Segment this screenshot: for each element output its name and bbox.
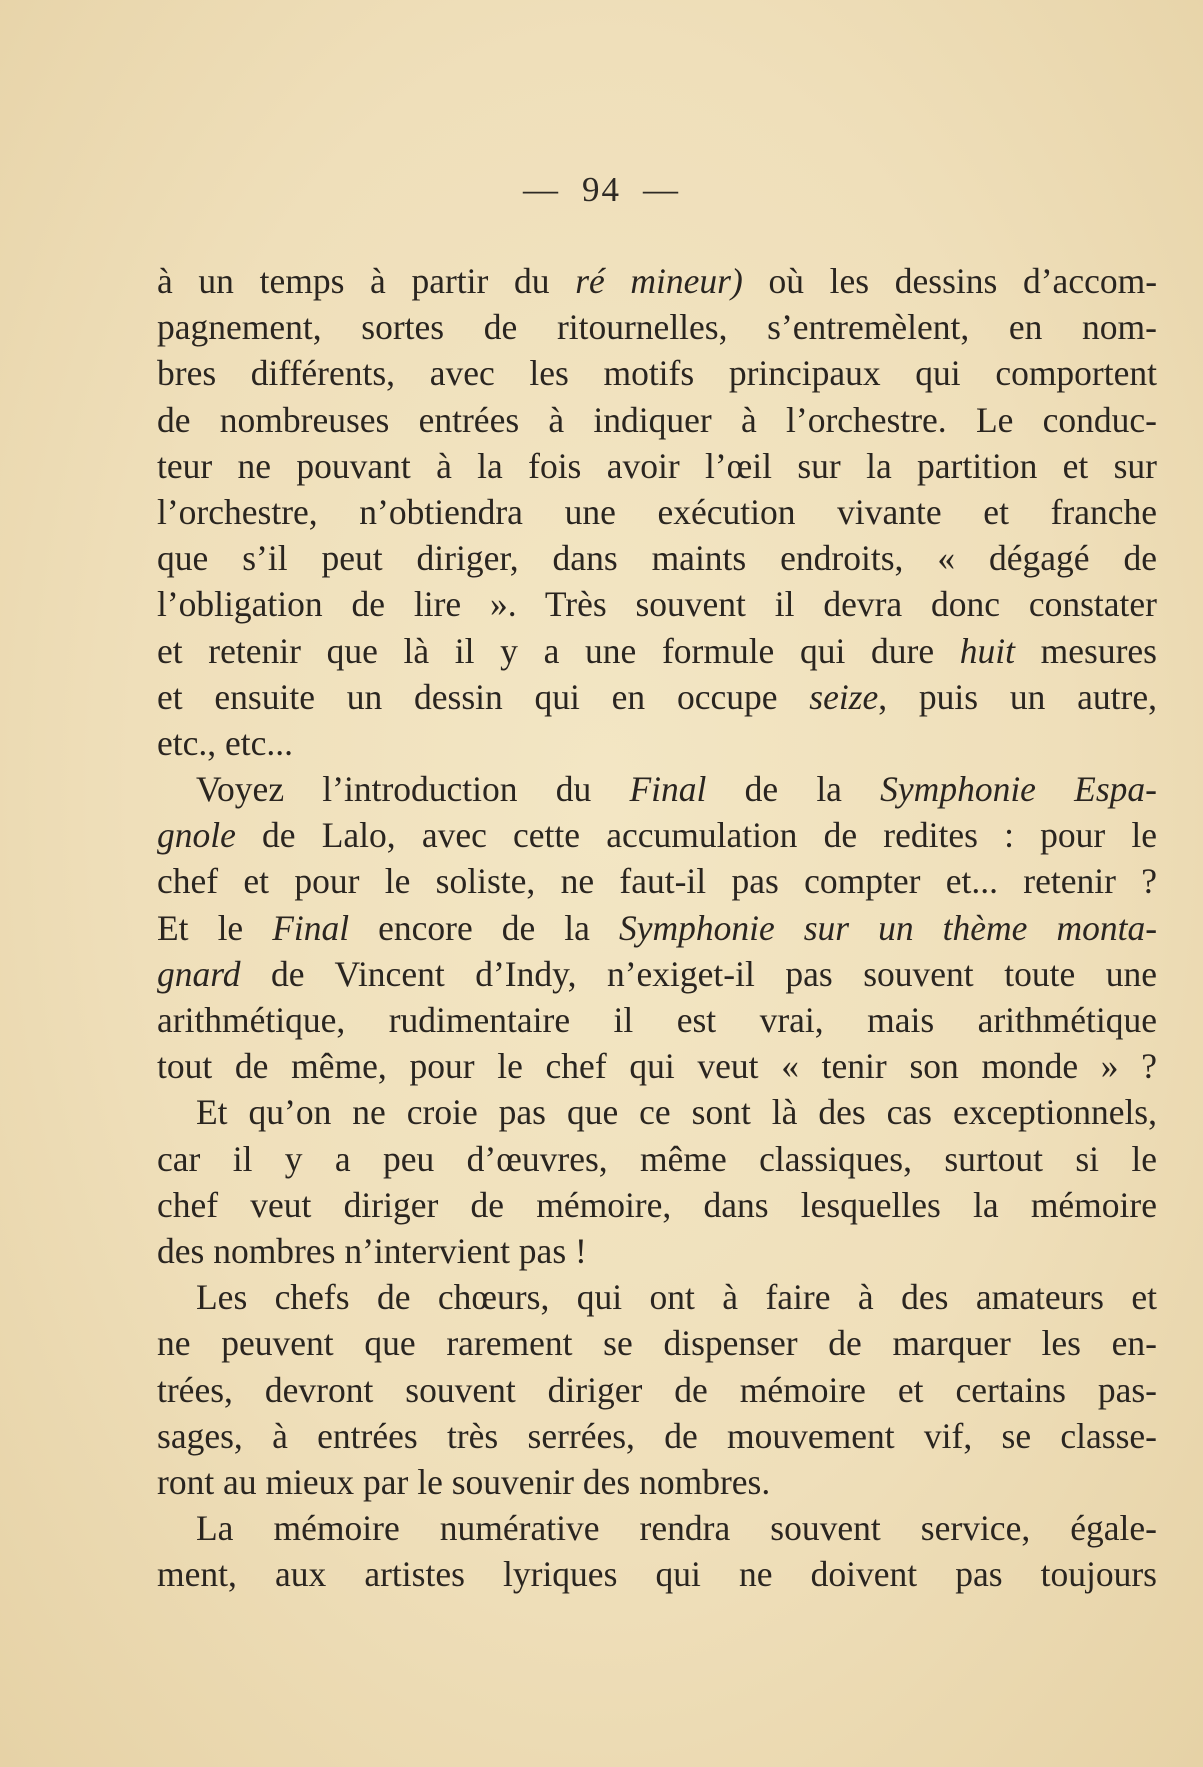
text-line: [157, 1089, 1157, 1135]
text-line: [157, 1459, 1157, 1505]
text-line: [157, 1367, 1157, 1413]
italic-text: Final: [629, 769, 707, 810]
text-segment: où les dessins d’accom-: [742, 261, 1158, 301]
text-segment: pagnement, sortes de ritournelles, s’entremèlent, en nom-: [157, 307, 1157, 348]
text-segment: La mémoire numérative rendra souvent service, égale-: [196, 1508, 1157, 1549]
text-segment: bres différents, avec les motifs principaux qui comportent: [157, 353, 1157, 394]
italic-text: Symphonie sur un thème monta-: [618, 907, 1158, 948]
text-line: [157, 1413, 1157, 1459]
text-line: [157, 1136, 1157, 1182]
text-segment: sages, à entrées très serrées, de mouvement vif, se classe-: [157, 1415, 1157, 1456]
text-segment: chef et pour le soliste, ne faut-il pas compter et... retenir ?: [157, 861, 1157, 902]
italic-text: huit: [959, 630, 1015, 671]
text-segment: Et le: [157, 907, 273, 948]
text-segment: car il y a peu d’œuvres, même classiques, surtout si le: [157, 1138, 1157, 1179]
text-line: [157, 812, 1157, 858]
text-line: [157, 304, 1157, 350]
italic-text: Symphonie Espa-: [880, 769, 1157, 810]
text-line: [157, 1505, 1157, 1551]
italic-text: gnole: [157, 815, 236, 856]
text-segment: , puis un autre,: [878, 676, 1157, 717]
page-number-dash-left: —: [523, 170, 560, 209]
text-segment: et ensuite un dessin qui en occupe: [157, 676, 810, 717]
text-segment: des nombres n’intervient pas !: [157, 1230, 587, 1271]
text-segment: ront au mieux par le souvenir des nombres.: [157, 1461, 771, 1502]
text-line: [157, 581, 1157, 627]
text-segment: de nombreuses entrées à indiquer à l’orchestre. Le conduc-: [157, 399, 1157, 440]
text-segment: Et qu’on ne croie pas que ce sont là des cas exceptionnels,: [196, 1092, 1157, 1133]
text-segment: l’orchestre, n’obtiendra une exécution vivante et franche: [157, 491, 1157, 532]
page-number: [0, 170, 1203, 210]
text-line: [157, 997, 1157, 1043]
italic-text: seize: [809, 676, 879, 717]
text-segment: que s’il peut diriger, dans maints endroits, « dégagé de: [157, 538, 1157, 579]
text-line: [157, 1182, 1157, 1228]
page-number-value: 94: [582, 170, 621, 209]
text-line: [157, 489, 1157, 535]
text-segment: de Lalo, avec cette accumulation de redites : pour le: [235, 815, 1157, 856]
text-segment: chef veut diriger de mémoire, dans lesquelles la mémoire: [157, 1184, 1157, 1225]
text-segment: tout de même, pour le chef qui veut « tenir son monde » ?: [157, 1046, 1157, 1087]
text-segment: ment, aux artistes lyriques qui ne doivent pas toujours: [157, 1554, 1157, 1595]
text-segment: arithmétique, rudimentaire il est vrai, mais arithmétique: [157, 1000, 1157, 1040]
text-segment: de la: [706, 769, 881, 810]
text-line: [157, 1043, 1157, 1089]
text-line: [157, 766, 1157, 812]
text-line: [157, 258, 1157, 304]
text-line: [157, 628, 1157, 674]
text-segment: encore de la: [349, 907, 619, 948]
page-number-dash-right: —: [643, 170, 680, 209]
text-line: [157, 905, 1157, 951]
text-line: [157, 1228, 1157, 1274]
text-line: [157, 858, 1157, 904]
text-segment: de Vincent d’Indy, n’exiget-il pas souvent toute une: [240, 953, 1157, 994]
text-segment: l’obligation de lire ». Très souvent il devra donc constater: [157, 584, 1157, 625]
text-line: [157, 1320, 1157, 1366]
text-line: [157, 951, 1157, 997]
italic-text: Final: [272, 907, 350, 948]
text-segment: Les chefs de chœurs, qui ont à faire à des amateurs et: [196, 1277, 1157, 1318]
text-line: [157, 1551, 1157, 1597]
text-segment: mesures: [1015, 630, 1157, 671]
italic-text: gnard: [157, 953, 241, 994]
italic-text: ré mineur): [575, 261, 743, 301]
text-line: [157, 535, 1157, 581]
body-text: [157, 258, 1157, 1597]
text-segment: trées, devront souvent diriger de mémoire et certains pas-: [157, 1369, 1157, 1410]
text-segment: teur ne pouvant à la fois avoir l’œil sur la partition et sur: [157, 445, 1157, 486]
text-segment: et retenir que là il y a une formule qui dure: [157, 630, 960, 671]
text-line: [157, 674, 1157, 720]
text-segment: Voyez l’introduction du: [196, 769, 630, 810]
text-segment: ne peuvent que rarement se dispenser de marquer les en-: [157, 1323, 1157, 1364]
text-segment: etc., etc...: [157, 722, 294, 763]
text-line: [157, 1274, 1157, 1320]
text-line: [157, 443, 1157, 489]
text-line: [157, 397, 1157, 443]
text-line: [157, 350, 1157, 396]
text-segment: à un temps à partir du: [157, 261, 576, 301]
text-line: [157, 720, 1157, 766]
